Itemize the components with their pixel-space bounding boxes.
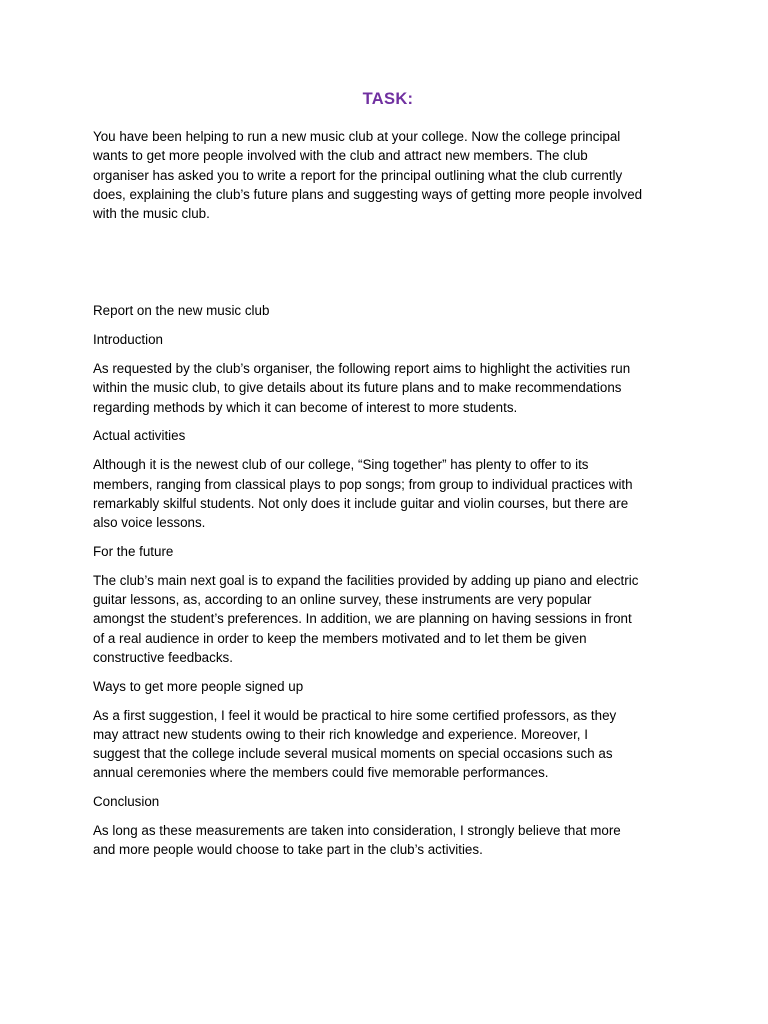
introduction-paragraph <box>93 359 683 417</box>
text-line: guitar lessons, as, according to an online survey, these instruments are very popular <box>93 592 592 608</box>
report <box>93 301 683 859</box>
conclusion-paragraph <box>93 821 683 860</box>
signup-heading: Ways to get more people signed up <box>93 678 304 694</box>
text-line: The club’s main next goal is to expand the facilities provided by adding up piano and electric <box>93 572 639 588</box>
text-line: Although it is the newest club of our college, “Sing together” has plenty to offer to its <box>93 457 589 473</box>
text-line: annual ceremonies where the members could five memorable performances. <box>93 765 549 781</box>
document-page <box>93 88 683 869</box>
task-description <box>93 127 683 223</box>
text-line: also voice lessons. <box>93 515 206 531</box>
text-line: remarkably skilful students. Not only does it include guitar and violin courses, but there are <box>93 495 629 511</box>
report-title: Report on the new music club <box>93 303 270 319</box>
text-line: As requested by the club’s organiser, the following report aims to highlight the activities run <box>93 361 631 377</box>
activities-paragraph <box>93 455 683 532</box>
text-line: wants to get more people involved with the club and attract new members. The club <box>93 148 588 164</box>
text-line: suggest that the college include several musical moments on special occasions such as <box>93 746 613 762</box>
text-line: does, explaining the club’s future plans and suggesting ways of getting more people involved <box>93 186 643 202</box>
text-line: regarding methods by which it can become of interest to more students. <box>93 399 518 415</box>
text-line: members, ranging from classical plays to pop songs; from group to individual practices with <box>93 476 633 492</box>
text-line: constructive feedbacks. <box>93 649 233 665</box>
task-heading: TASK: <box>362 90 414 108</box>
future-paragraph <box>93 571 683 667</box>
text-line: As a first suggestion, I feel it would be practical to hire some certified professors, as they <box>93 707 617 723</box>
text-line: As long as these measurements are taken into consideration, I strongly believe that more <box>93 823 621 839</box>
future-heading: For the future <box>93 543 174 559</box>
activities-heading: Actual activities <box>93 428 186 444</box>
text-line: of a real audience in order to keep the members motivated and to let them be given <box>93 630 587 646</box>
conclusion-heading: Conclusion <box>93 794 160 810</box>
text-line: You have been helping to run a new music club at your college. Now the college principal <box>93 129 621 144</box>
signup-paragraph <box>93 706 683 783</box>
text-line: and more people would choose to take part in the club’s activities. <box>93 842 483 858</box>
text-line: may attract new students owing to their rich knowledge and experience. Moreover, I <box>93 726 588 742</box>
introduction-heading: Introduction <box>93 332 163 348</box>
text-line: amongst the student’s preferences. In addition, we are planning on having sessions in front <box>93 611 632 627</box>
text-line: with the music club. <box>93 206 210 222</box>
text-line: within the music club, to give details about its future plans and to make recommendations <box>93 380 622 396</box>
text-line: organiser has asked you to write a report for the principal outlining what the club currently <box>93 167 623 183</box>
